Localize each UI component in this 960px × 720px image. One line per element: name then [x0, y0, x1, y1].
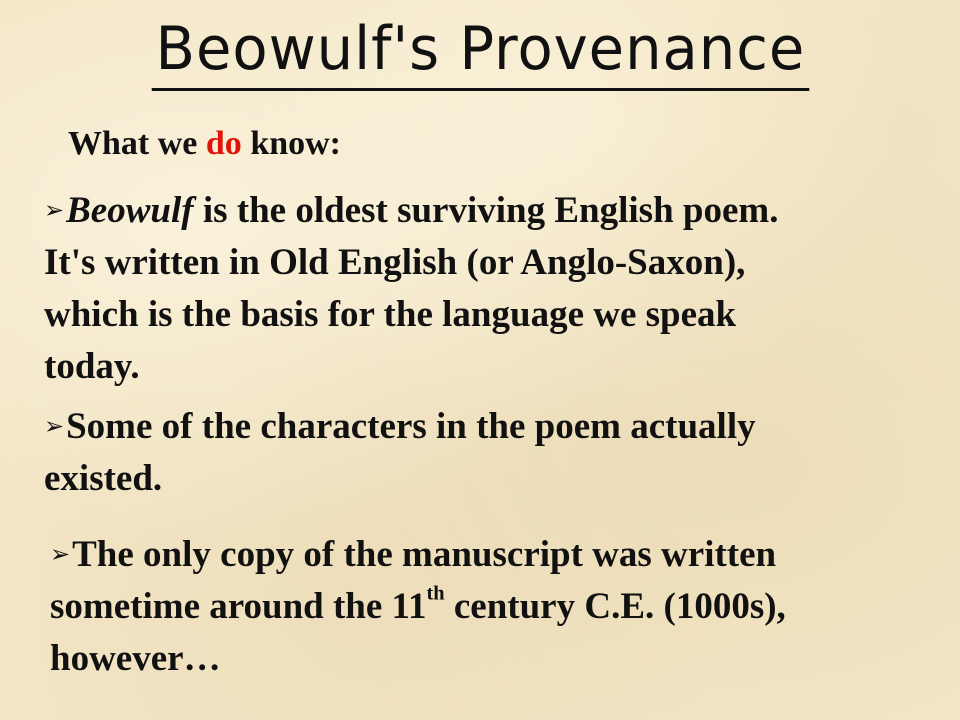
subheading-before: What we	[68, 125, 206, 162]
bullet-manuscript-copy	[50, 528, 930, 685]
bullet-characters-existed	[44, 400, 924, 505]
subheading-after: know:	[241, 125, 342, 162]
poem-title-italic: Beowulf	[66, 190, 194, 231]
arrow-bullet-icon: ➢	[50, 540, 71, 568]
bullet-line	[50, 528, 930, 581]
bullet-text: sometime around the 11	[50, 586, 427, 627]
bullet-line	[50, 581, 930, 633]
ordinal-superscript: th	[426, 582, 445, 605]
bullet-text: The only copy of the manuscript was written	[72, 534, 777, 575]
slide-title	[0, 10, 960, 91]
bullet-line: today.	[44, 346, 140, 387]
bullet-text: Some of the characters in the poem actually	[66, 406, 756, 447]
bullet-line: which is the basis for the language we speak	[44, 294, 737, 335]
bullet-line: however…	[50, 638, 221, 679]
subheading	[68, 122, 341, 166]
bullet-line	[44, 184, 944, 237]
arrow-bullet-icon: ➢	[44, 196, 65, 224]
slide-title-text: Beowulf's Provenance	[151, 10, 808, 91]
bullet-line	[44, 400, 924, 453]
bullet-line: existed.	[44, 458, 163, 499]
bullet-text: is the oldest surviving English poem.	[193, 190, 779, 231]
subheading-emphasis: do	[205, 125, 242, 162]
bullet-line: It's written in Old English (or Anglo-Saxon),	[44, 242, 746, 283]
bullet-text: century C.E. (1000s),	[444, 586, 786, 627]
arrow-bullet-icon: ➢	[44, 412, 65, 440]
bullet-oldest-poem	[44, 184, 944, 393]
